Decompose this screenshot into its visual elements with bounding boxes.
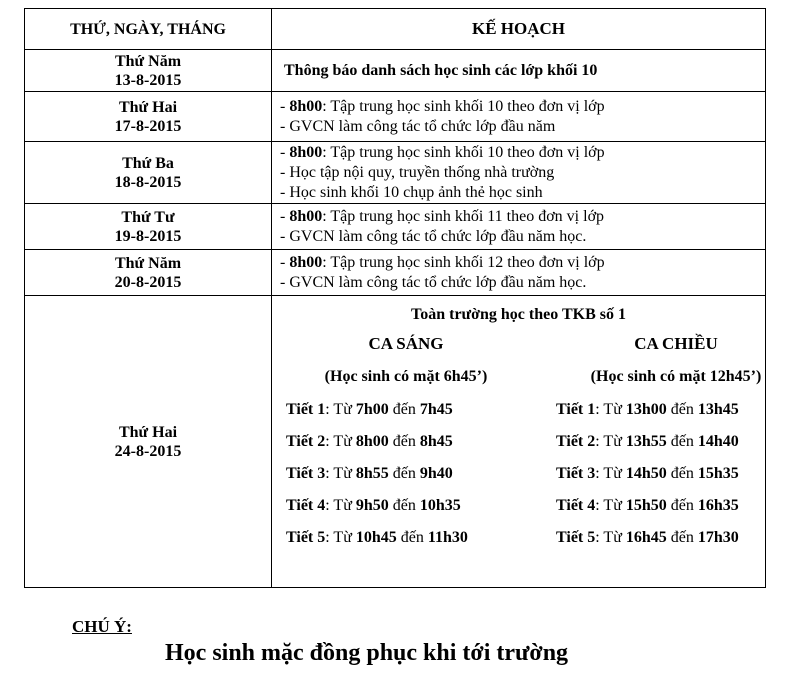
plan-line: [280, 117, 765, 137]
plan-time: 8h00: [289, 143, 323, 161]
period-end: 10h35: [419, 497, 461, 514]
plan-bullet: -: [280, 183, 290, 201]
period-end: 17h30: [697, 529, 739, 546]
period-label: Tiết 1: [286, 401, 326, 418]
period-line: [286, 430, 546, 462]
shift-note: (Học sinh có mặt 12h45’): [590, 368, 762, 385]
period-start: 14h50: [625, 465, 667, 482]
period-from-word: : Từ: [595, 401, 626, 418]
period-line: [286, 494, 546, 526]
plan-cell: [272, 50, 766, 92]
schedule-row: [25, 204, 766, 250]
plan-text: Học sinh khối 10 chụp ảnh thẻ học sinh: [289, 183, 543, 201]
day-cell: [25, 250, 272, 296]
period-line: [556, 526, 786, 558]
period-line: [286, 398, 546, 430]
plan-bullet: -: [280, 273, 290, 291]
period-line: [556, 430, 786, 462]
period-line: [286, 526, 546, 558]
day-date: 18-8-2015: [114, 173, 182, 191]
day-name: Thứ Ba: [122, 154, 174, 172]
plan-text: : Tập trung học sinh khối 11 theo đơn vị lớp: [322, 207, 605, 225]
plan-time: 8h00: [289, 97, 323, 115]
period-to-word: đến: [666, 433, 698, 450]
afternoon-shift: [556, 334, 786, 558]
plan-line: [280, 253, 765, 273]
period-label: Tiết 4: [556, 497, 596, 514]
day-date: 13-8-2015: [114, 71, 182, 89]
day-cell: [25, 142, 272, 204]
schedule-table: [24, 8, 766, 588]
period-line: [556, 398, 786, 430]
plan-cell: [272, 92, 766, 142]
period-start: 8h00: [355, 433, 389, 450]
plan-bullet: -: [280, 253, 290, 271]
period-start: 8h55: [355, 465, 389, 482]
day-date: 24-8-2015: [114, 442, 182, 460]
day-cell: [25, 50, 272, 92]
plan-text: GVCN làm công tác tổ chức lớp đầu năm học.: [289, 227, 587, 245]
period-label: Tiết 2: [286, 433, 326, 450]
plan-text: GVCN làm công tác tổ chức lớp đầu năm học.: [289, 273, 587, 291]
schedule-row: [25, 50, 766, 92]
plan-text: Học tập nội quy, truyền thống nhà trường: [289, 163, 555, 181]
day-date: 17-8-2015: [114, 117, 182, 135]
plan-line: [284, 62, 765, 80]
plan-text: GVCN làm công tác tổ chức lớp đầu năm: [289, 117, 556, 135]
period-label: Tiết 3: [286, 465, 326, 482]
period-from-word: : Từ: [595, 529, 626, 546]
day-date: 20-8-2015: [114, 273, 182, 291]
plan-line: [280, 207, 765, 227]
period-end: 8h45: [419, 433, 453, 450]
day-name: Thứ Hai: [118, 423, 178, 441]
plan-cell: [272, 142, 766, 204]
day-cell: [25, 296, 272, 588]
day-cell: [25, 204, 272, 250]
note-label: CHÚ Ý:: [72, 617, 132, 636]
plan-cell: [272, 250, 766, 296]
plan-line: [280, 163, 765, 183]
period-from-word: : Từ: [595, 433, 626, 450]
header-row: [25, 9, 766, 50]
plan-text: : Tập trung học sinh khối 12 theo đơn vị lớp: [322, 253, 605, 271]
period-from-word: : Từ: [595, 497, 626, 514]
period-start: 13h00: [625, 401, 667, 418]
period-start: 15h50: [625, 497, 667, 514]
plan-line: [280, 183, 765, 203]
period-label: Tiết 3: [556, 465, 596, 482]
plan-bullet: -: [280, 117, 290, 135]
period-line: [556, 462, 786, 494]
plan-cell: [272, 204, 766, 250]
schedule-row: [25, 92, 766, 142]
period-end: 16h35: [697, 497, 739, 514]
period-end: 13h45: [697, 401, 739, 418]
period-to-word: đến: [666, 529, 698, 546]
period-start: 13h55: [625, 433, 667, 450]
period-label: Tiết 2: [556, 433, 596, 450]
period-to-word: đến: [666, 465, 698, 482]
day-date: 19-8-2015: [114, 227, 182, 245]
period-to-word: đến: [396, 529, 428, 546]
period-label: Tiết 5: [286, 529, 326, 546]
period-end: 7h45: [419, 401, 453, 418]
period-to-word: đến: [388, 401, 420, 418]
plan-text: : Tập trung học sinh khối 10 theo đơn vị lớp: [322, 97, 605, 115]
period-label: Tiết 5: [556, 529, 596, 546]
period-end: 14h40: [697, 433, 739, 450]
note-text: Học sinh mặc đồng phục khi tới trường: [165, 640, 569, 666]
plan-bullet: -: [280, 227, 290, 245]
period-label: Tiết 4: [286, 497, 326, 514]
plan-time: 8h00: [289, 253, 323, 271]
schedule-row: [25, 250, 766, 296]
period-end: 15h35: [697, 465, 739, 482]
day-name: Thứ Tư: [121, 208, 175, 226]
period-from-word: : Từ: [325, 465, 356, 482]
period-line: [556, 494, 786, 526]
period-start: 16h45: [625, 529, 667, 546]
shift-note: (Học sinh có mặt 6h45’): [324, 368, 488, 385]
period-from-word: : Từ: [325, 497, 356, 514]
schedule-row: [25, 142, 766, 204]
plan-line: [280, 97, 765, 117]
period-from-word: : Từ: [325, 401, 356, 418]
plan-time: 8h00: [289, 207, 323, 225]
day-cell: [25, 92, 272, 142]
period-start: 7h00: [355, 401, 389, 418]
plan-bullet: -: [280, 207, 290, 225]
plan-bullet: -: [280, 143, 290, 161]
period-end: 11h30: [427, 529, 468, 546]
header-day-column: THỨ, NGÀY, THÁNG: [25, 9, 272, 50]
period-from-word: : Từ: [325, 433, 356, 450]
period-to-word: đến: [666, 497, 698, 514]
shift-name: CA CHIỀU: [634, 334, 718, 353]
day-name: Thứ Năm: [114, 52, 182, 70]
period-from-word: : Từ: [325, 529, 356, 546]
period-to-word: đến: [388, 433, 420, 450]
plan-line: [280, 143, 765, 163]
period-to-word: đến: [666, 401, 698, 418]
shift-name: CA SÁNG: [368, 334, 444, 353]
header-plan-column: KẾ HOẠCH: [272, 9, 766, 50]
period-to-word: đến: [388, 497, 420, 514]
timetable-title: Toàn trường học theo TKB số 1: [411, 306, 626, 323]
schedule-row-last: [25, 296, 766, 588]
period-to-word: đến: [388, 465, 420, 482]
period-start: 10h45: [355, 529, 397, 546]
plan-line: [280, 273, 765, 293]
plan-bullet: -: [280, 97, 290, 115]
period-from-word: : Từ: [595, 465, 626, 482]
period-start: 9h50: [355, 497, 389, 514]
period-label: Tiết 1: [556, 401, 596, 418]
morning-shift: [286, 334, 546, 558]
plan-text: : Tập trung học sinh khối 10 theo đơn vị lớp: [322, 143, 605, 161]
plan-bullet: -: [280, 163, 290, 181]
timetable-cell: [272, 296, 766, 588]
day-name: Thứ Hai: [118, 98, 178, 116]
plan-text: Thông báo danh sách học sinh các lớp khối 10: [284, 61, 598, 79]
period-end: 9h40: [419, 465, 453, 482]
plan-line: [280, 227, 765, 247]
period-line: [286, 462, 546, 494]
day-name: Thứ Năm: [114, 254, 182, 272]
